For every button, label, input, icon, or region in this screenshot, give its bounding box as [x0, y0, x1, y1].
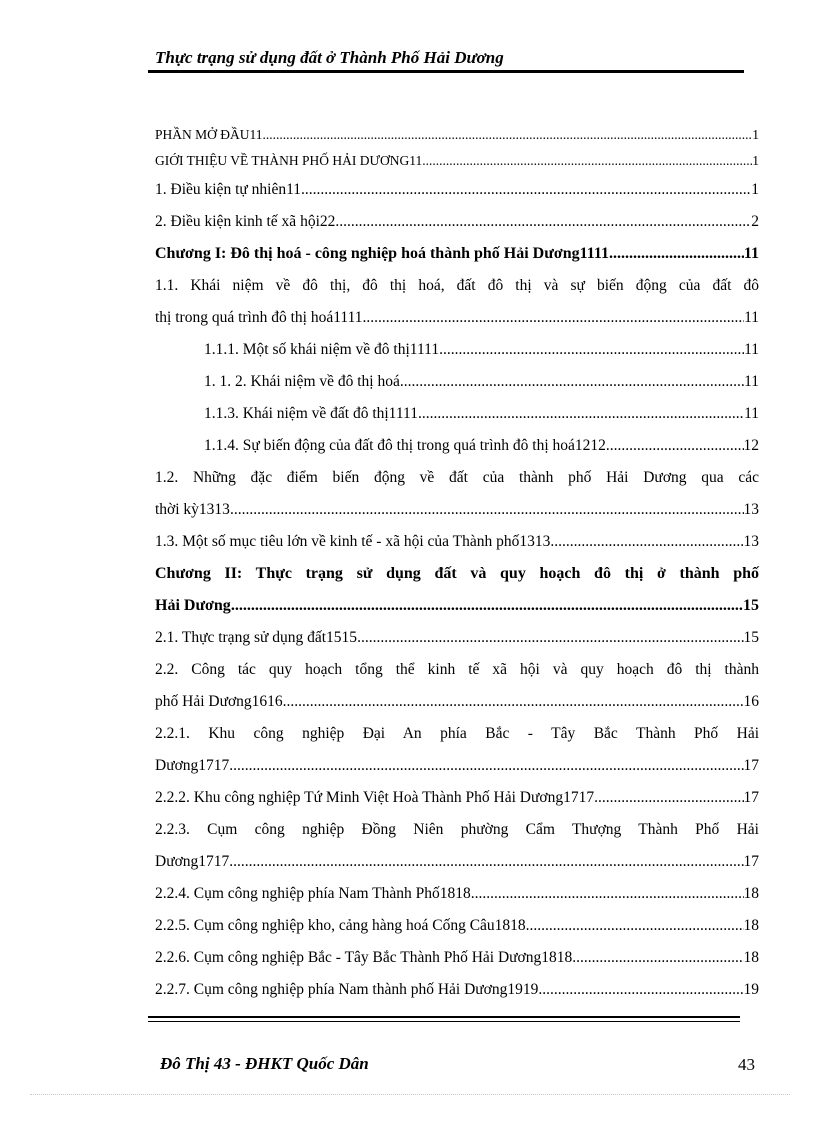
toc-entry-text: GIỚI THIỆU VỀ THÀNH PHỐ HẢI DƯƠNG11 — [155, 153, 423, 168]
toc-subentry[interactable] — [155, 366, 759, 398]
toc-entry-text: 1. 1. 2. Khái niệm về đô thị hoá — [204, 373, 400, 390]
toc-entry-text: Chương I: Đô thị hoá - công nghiệp hoá thành phố Hải Dương1111 — [155, 245, 609, 262]
toc-chapter-entry[interactable] — [155, 238, 759, 270]
toc-entry-text: 1.1.1. Một số khái niệm về đô thị1111 — [204, 341, 440, 358]
toc-entry-text: 1.1.4. Sự biến động của đất đô thị trong quá trình đô thị hoá1212 — [204, 437, 606, 454]
table-of-contents — [155, 122, 759, 1006]
toc-entry-text: Dương1717 — [155, 757, 230, 774]
toc-entry[interactable] — [155, 814, 759, 878]
toc-page-number: 13 — [743, 533, 759, 550]
toc-entry[interactable] — [155, 782, 759, 814]
toc-page-number: 15 — [743, 597, 759, 614]
toc-entry[interactable] — [155, 910, 759, 942]
toc-entry-text: 2.2.4. Cụm công nghiệp phía Nam Thành Phố1818 — [155, 885, 471, 902]
toc-entry-text: thời kỳ1313 — [155, 501, 230, 518]
toc-entry[interactable] — [155, 270, 759, 334]
toc-page-number: 13 — [743, 501, 759, 518]
toc-entry-text: 2.1. Thực trạng sử dụng đất1515 — [155, 629, 358, 646]
toc-entry-text: 2.2.6. Cụm công nghiệp Bắc - Tây Bắc Thành Phố Hải Dương1818 — [155, 949, 573, 966]
toc-entry[interactable] — [155, 878, 759, 910]
toc-chapter-entry[interactable] — [155, 558, 759, 622]
toc-entry[interactable] — [155, 206, 759, 238]
toc-page-number: 15 — [743, 629, 759, 646]
toc-page-number: 18 — [743, 885, 759, 902]
toc-page-number: 19 — [743, 981, 759, 998]
toc-entry[interactable] — [155, 526, 759, 558]
toc-page-number: 12 — [743, 437, 759, 454]
toc-entry-text: 2.2.7. Cụm công nghiệp phía Nam thành phố Hải Dương1919 — [155, 981, 539, 998]
toc-entry-text-line1: 2.2.3. Cụm công nghiệp Đồng Niên phường Cẩm Thượng Thành Phố Hải — [155, 821, 759, 838]
footer-rule — [148, 1016, 740, 1022]
toc-entry[interactable] — [155, 462, 759, 526]
toc-entry[interactable] — [155, 718, 759, 782]
toc-page-number: 2 — [751, 213, 759, 230]
toc-page-number: 18 — [743, 917, 759, 934]
toc-page-number: 16 — [743, 693, 759, 710]
toc-entry[interactable] — [155, 622, 759, 654]
toc-entry-text: Hải Dương — [155, 597, 231, 614]
toc-entry-text: Dương1717 — [155, 853, 230, 870]
header-rule — [148, 70, 744, 73]
toc-entry[interactable] — [155, 942, 759, 974]
page-edge-divider — [30, 1094, 790, 1095]
toc-entry-text: 1. Điều kiện tự nhiên11 — [155, 181, 302, 198]
toc-page-number: 18 — [743, 949, 759, 966]
toc-entry[interactable] — [155, 174, 759, 206]
toc-entry-text: thị trong quá trình đô thị hoá1111 — [155, 309, 363, 326]
toc-page-number: 11 — [744, 309, 759, 326]
toc-entry[interactable] — [155, 974, 759, 1006]
toc-entry-text: 1.1.3. Khái niệm về đất đô thị1111 — [204, 405, 418, 422]
toc-page-number: 11 — [743, 245, 759, 262]
footer-page-number: 43 — [738, 1055, 755, 1074]
toc-page-number: 17 — [743, 757, 759, 774]
toc-page-number: 1 — [752, 127, 759, 142]
toc-page-number: 1 — [751, 181, 759, 198]
toc-entry-text: 2. Điều kiện kinh tế xã hội22 — [155, 213, 336, 230]
toc-entry-text: 1.3. Một số mục tiêu lớn về kinh tế - xã hội của Thành phố1313 — [155, 533, 551, 550]
page-header-title: Thực trạng sử dụng đất ở Thành Phố Hải Dương — [155, 48, 504, 67]
toc-page-number: 11 — [744, 373, 759, 390]
toc-page-number: 11 — [744, 341, 759, 358]
toc-entry-text-line1: 1.2. Những đặc điểm biến động về đất của thành phố Hải Dương qua các — [155, 469, 759, 486]
toc-entry-text: phố Hải Dương1616 — [155, 693, 283, 710]
toc-subentry[interactable] — [155, 334, 759, 366]
toc-entry[interactable] — [155, 122, 759, 148]
toc-subentry[interactable] — [155, 398, 759, 430]
toc-entry-text-line1: Chương II: Thực trạng sử dụng đất và quy hoạch đô thị ở thành phố — [155, 565, 759, 582]
toc-page-number: 17 — [743, 789, 759, 806]
footer-title: Đô Thị 43 - ĐHKT Quốc Dân — [160, 1054, 369, 1073]
toc-entry-text-line1: 2.2. Công tác quy hoạch tổng thể kinh tế xã hội và quy hoạch đô thị thành — [155, 661, 759, 678]
toc-entry-text: 2.2.5. Cụm công nghiệp kho, cảng hàng hoá Cống Câu1818 — [155, 917, 526, 934]
toc-entry[interactable] — [155, 148, 759, 174]
toc-page-number: 1 — [752, 153, 759, 168]
toc-entry-text: 2.2.2. Khu công nghiệp Tứ Minh Việt Hoà Thành Phố Hải Dương1717 — [155, 789, 595, 806]
toc-entry-text-line1: 2.2.1. Khu công nghiệp Đại An phía Bắc - Tây Bắc Thành Phố Hải — [155, 725, 759, 742]
toc-entry-text: PHẦN MỞ ĐẦU11 — [155, 127, 263, 142]
toc-subentry[interactable] — [155, 430, 759, 462]
toc-page-number: 11 — [744, 405, 759, 422]
toc-entry-text-line1: 1.1. Khái niệm về đô thị, đô thị hoá, đất đô thị và sự biến động của đất đô — [155, 277, 759, 294]
toc-page-number: 17 — [743, 853, 759, 870]
toc-entry[interactable] — [155, 654, 759, 718]
